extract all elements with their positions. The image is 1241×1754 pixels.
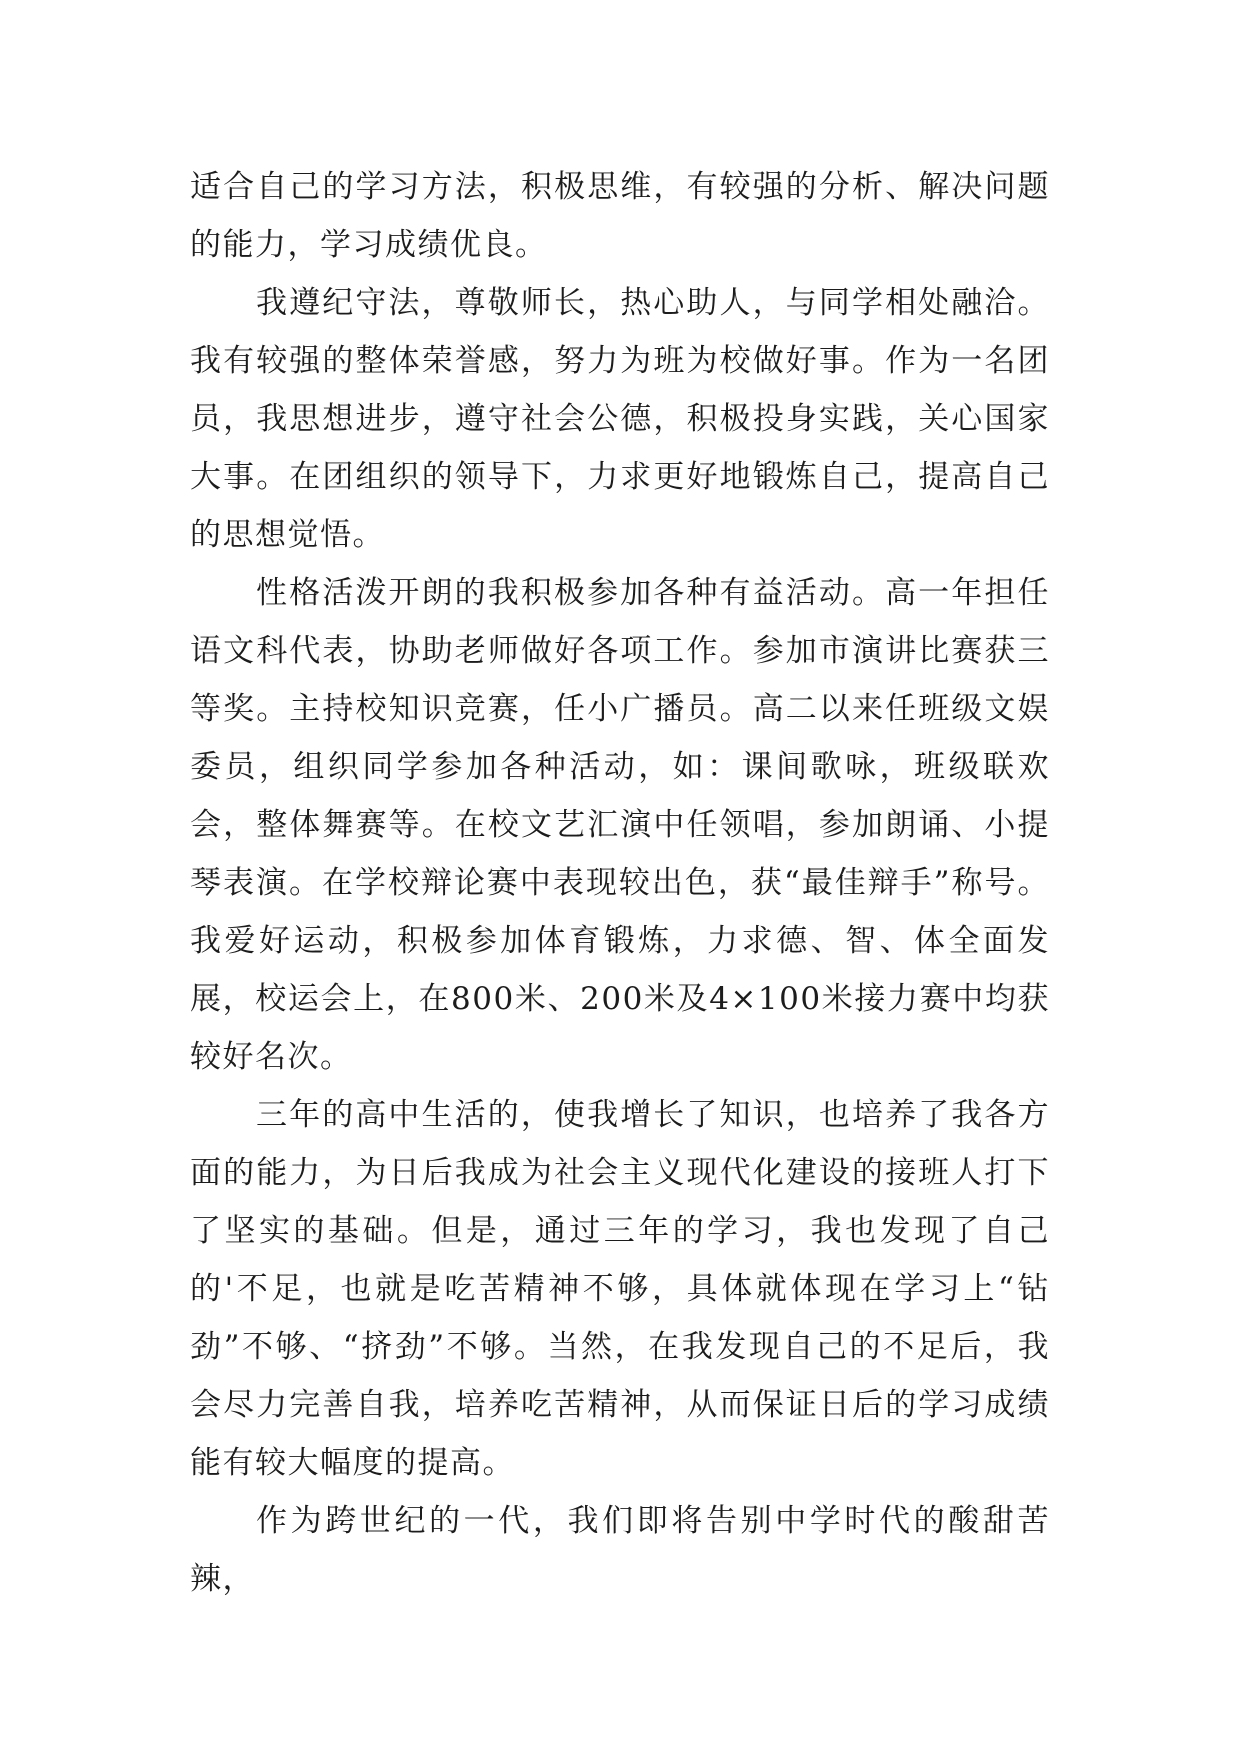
paragraph-4: 三年的高中生活的，使我增长了知识，也培养了我各方面的能力，为日后我成为社会主义现代化建设的接班人打下了坚实的基础。但是，通过三年的学习，我也发现了自己的'不足，也就是吃苦精神不够，具体就体现在学习上“钻劲”不够、“挤劲”不够。当然，在我发现自己的不足后，我会尽力完善自我，培养吃苦精神，从而保证日后的学习成绩能有较大幅度的提高。 — [190, 1097, 1050, 1481]
document-body — [190, 158, 1050, 1608]
paragraph-5: 作为跨世纪的一代，我们即将告别中学时代的酸甜苦辣， — [190, 1503, 1050, 1597]
paragraph-1: 适合自己的学习方法，积极思维，有较强的分析、解决问题的能力，学习成绩优良。 — [190, 169, 1050, 263]
paragraph-2: 我遵纪守法，尊敬师长，热心助人，与同学相处融洽。我有较强的整体荣誉感，努力为班为校做好事。作为一名团员，我思想进步，遵守社会公德，积极投身实践，关心国家大事。在团组织的领导下，力求更好地锻炼自己，提高自己的思想觉悟。 — [190, 285, 1050, 553]
paragraph-3: 性格活泼开朗的我积极参加各种有益活动。高一年担任语文科代表，协助老师做好各项工作。参加市演讲比赛获三等奖。主持校知识竞赛，任小广播员。高二以来任班级文娱委员，组织同学参加各种活动，如：课间歌咏，班级联欢会，整体舞赛等。在校文艺汇演中任领唱，参加朗诵、小提琴表演。在学校辩论赛中表现较出色，获“最佳辩手”称号。我爱好运动，积极参加体育锻炼，力求德、智、体全面发展，校运会上，在800米、200米及4×100米接力赛中均获较好名次。 — [190, 575, 1050, 1075]
